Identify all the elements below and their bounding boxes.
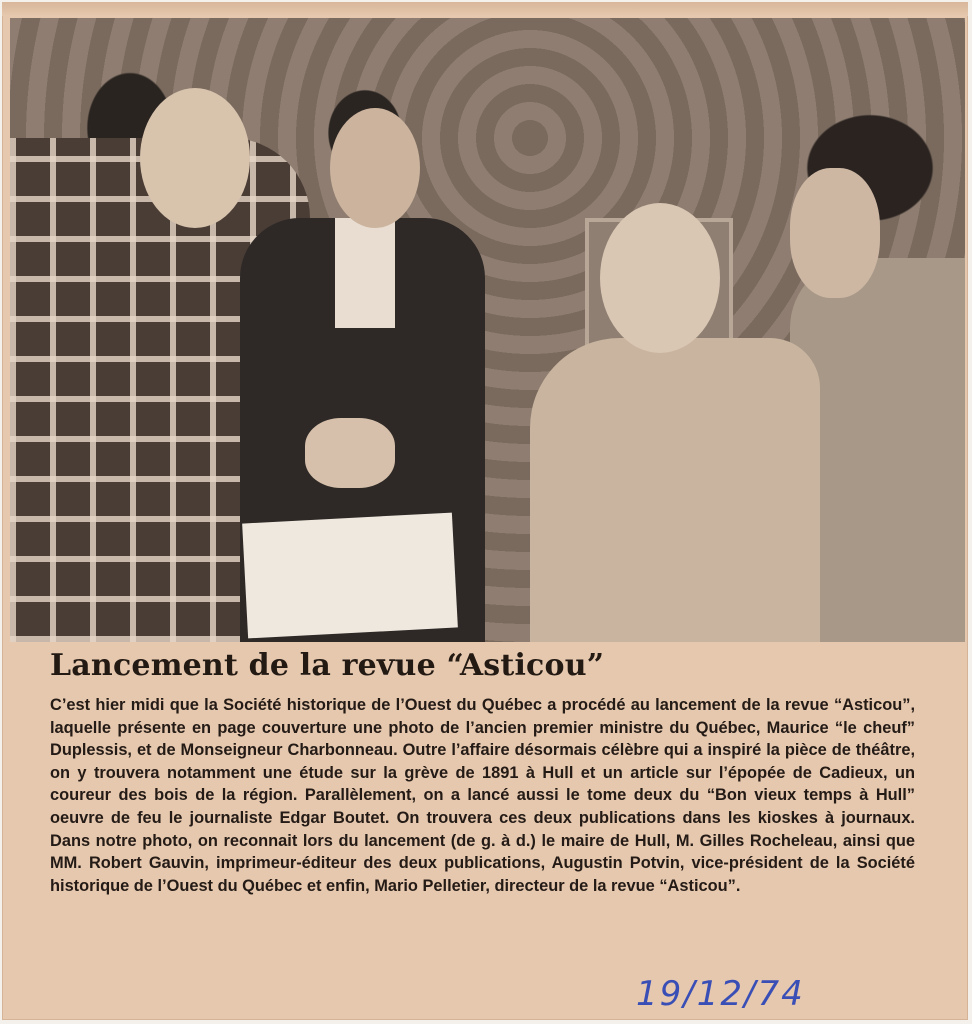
news-photo — [10, 18, 965, 642]
handshake — [305, 418, 395, 488]
article-body: C’est hier midi que la Société historique de l’Ouest du Québec a procédé au lancement de la revue “Asticou”, laquelle présente en page couverture une photo de l’ancien premier ministre du Québec, Maurice “le cheuf” Duplessis, et de Monseigneur Charbonneau. Outre l’affaire désormais célèbre qui a inspiré la pièce de théâtre, on y trouvera notamment une étude sur la grève de 1891 à Hull et un article sur l’épopée de Cadieux, un coureur des bois de la région. Parallèlement, on a lancé aussi le tome deux du “Bon vieux temps à Hull” oeuvre de feu le journaliste Edgar Boutet. On trouvera ces deux publications dans les kioskes à journaux. Dans notre photo, on reconnait lors du lancement (de g. à d.) le maire de Hull, M. Gilles Rocheleau, ainsi que MM. Robert Gauvin, imprimeur-éditeur des deux publications, Augustin Potvin, vice-président de la Société historique de l’Ouest du Québec et enfin, Mario Pelletier, directeur de la revue “Asticou”. — [50, 696, 915, 895]
handwritten-date: 19/12/74 — [636, 974, 805, 1014]
article-headline: Lancement de la revue “Asticou” — [50, 648, 605, 683]
elderly-man — [530, 338, 820, 642]
elderly-man-head — [600, 203, 720, 353]
clipping-top-edge — [2, 2, 968, 16]
man-plaid-jacket-head — [140, 88, 250, 228]
newspaper-clipping — [2, 2, 968, 1020]
man-bearded-head — [790, 168, 880, 298]
man-dark-suit-head — [330, 108, 420, 228]
man-dark-suit-shirt — [335, 218, 395, 328]
papers — [242, 513, 458, 639]
